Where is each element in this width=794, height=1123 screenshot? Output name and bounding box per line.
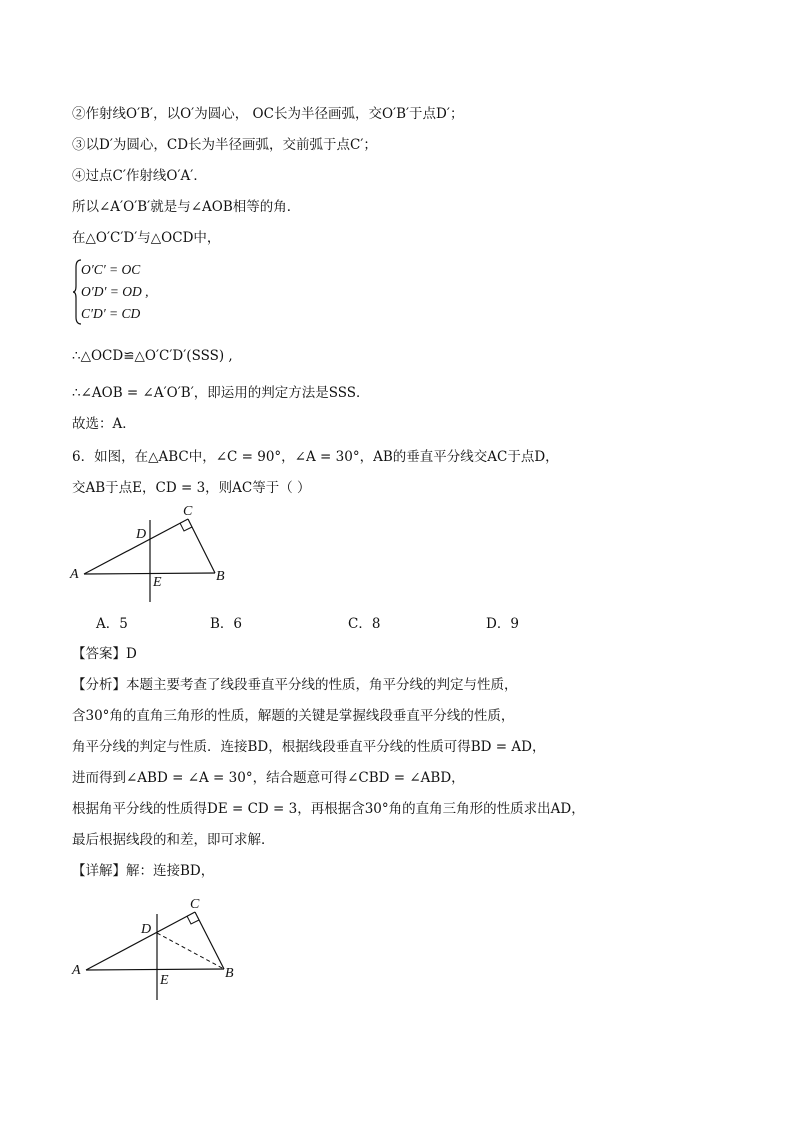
analysis-line-4: 进而得到∠ABD = ∠A = 30°，结合题意可得∠CBD = ∠ABD，: [72, 770, 465, 786]
label-B: B: [216, 569, 225, 584]
step-3: ③以D′为圆心，CD长为半径画弧，交前弧于点C′；: [72, 137, 377, 153]
option-a: A．5: [96, 616, 128, 632]
label-C: C: [183, 504, 193, 519]
analysis-line-1: 【分析】本题主要考查了线段垂直平分线的性质，角平分线的判定与性质，: [72, 677, 518, 693]
question-figure: [60, 500, 240, 606]
question-line-2: 交AB于点E，CD = 3，则AC等于（ ）: [72, 480, 311, 496]
option-b: B．6: [210, 616, 243, 632]
label-B-2: B: [225, 966, 234, 981]
label-E: E: [153, 575, 162, 590]
step-2: ②作射线O′B′，以O′为圆心， OC长为半径画弧，交O′B′于点D′；: [72, 106, 464, 122]
label-E-2: E: [160, 973, 169, 988]
solution-figure: [60, 890, 250, 1005]
label-D: D: [136, 527, 147, 542]
system-line-3: C′D′ = CD: [81, 306, 141, 321]
analysis-line-3: 角平分线的判定与性质．连接BD，根据线段垂直平分线的性质可得BD = AD，: [72, 739, 546, 755]
detail-text: 【详解】解：连接BD，: [72, 863, 215, 879]
label-D-2: D: [141, 922, 152, 937]
angle-equality-text: ∴∠AOB = ∠A′O′B′，即运用的判定方法是SSS．: [72, 385, 370, 401]
label-C-2: C: [190, 897, 200, 912]
system-line-2: O′D′ = OD ,: [81, 284, 149, 299]
label-A-2: A: [72, 963, 81, 978]
answer-text: 【答案】D: [72, 646, 137, 662]
analysis-line-5: 根据角平分线的性质得DE = CD = 3，再根据含30°角的直角三角形的性质求出AD，: [72, 801, 585, 817]
triangles-intro: 在△O′C′D′与△OCD中，: [72, 230, 221, 246]
analysis-line-6: 最后根据线段的和差，即可求解．: [72, 832, 275, 848]
option-d: D．9: [486, 616, 519, 632]
analysis-line-2: 含30°角的直角三角形的性质，解题的关键是掌握线段垂直平分线的性质，: [72, 708, 515, 724]
conclusion-text: 所以∠A′O′B′就是与∠AOB相等的角．: [72, 199, 301, 215]
system-line-1: O′C′ = OC: [81, 262, 141, 277]
congruence-text: ∴△OCD≌△O′C′D′(SSS) ,: [72, 348, 233, 364]
step-4: ④过点C′作射线O′A′．: [72, 168, 207, 184]
choice-text: 故选：A．: [72, 416, 136, 432]
option-c: C．8: [348, 616, 381, 632]
label-A: A: [70, 567, 79, 582]
question-line-1: 6．如图，在△ABC中，∠C = 90°，∠A = 30°，AB的垂直平分线交AC于点D，: [72, 449, 559, 465]
